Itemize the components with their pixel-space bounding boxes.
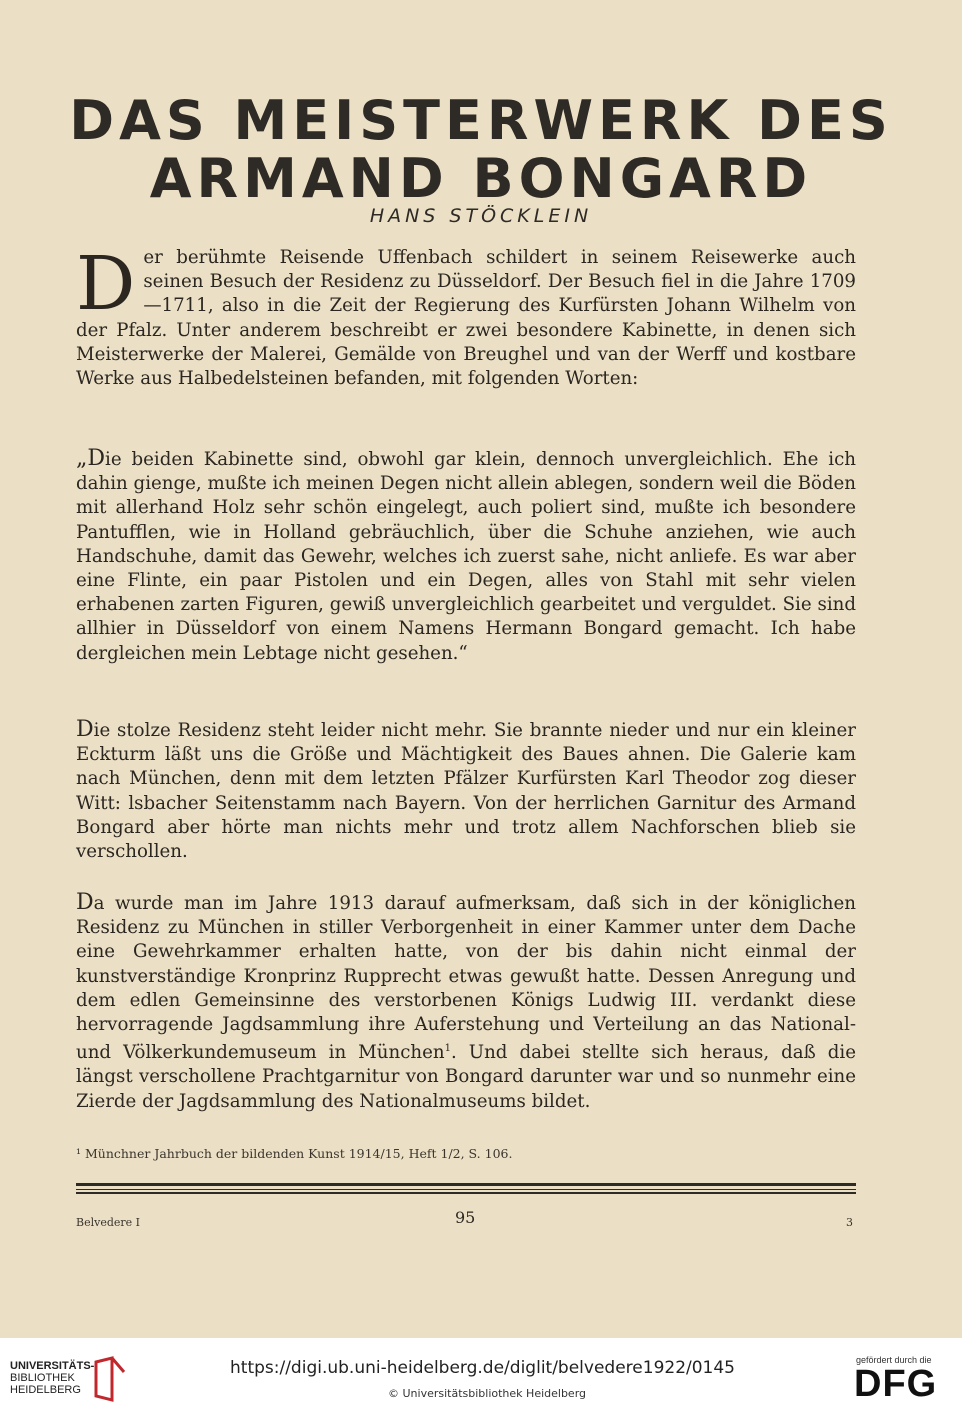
library-emblem-icon [92,1356,126,1402]
sheet-number: 3 [846,1216,853,1229]
page-number: 95 [455,1208,476,1227]
paragraph-4-text-b: . Und dabei stellte sich heraus, daß die längst verschollene Prachtgarnitur von Bongard darunter war und so nunmehr eine Zierde der Jagdsammlung des Nationalmuseums bildet. [76,1042,856,1112]
paragraph-4-text-a: a wurde man im Jahre 1913 darauf aufmerksam, daß sich in der königlichen Residenz zu München in stiller Verborgenheit in einer Kammer unter dem Dache eine Gewehrkammer erhalten hatte, von der bis dahin nicht einmal der kunstverständige Kronprinz Rupprecht etwas gewußt hatte. Dessen Anregung und dem edlen Gemeinsinne des verstorbenen Königs Ludwig III. verdankt diese hervorragende Jagdsammlung ihre Auferstehung und Verteilung an das National- und Völkerkundemuseum in München [76,893,856,1064]
journal-signature: Belvedere I [76,1216,140,1229]
paragraph-4 [76,891,856,1114]
initial-letter: „D [76,446,106,471]
library-logo[interactable] [10,1360,94,1396]
initial-letter: D [76,890,94,915]
title-line-2: ARMAND BONGARD [149,147,813,210]
paragraph-1 [76,241,856,391]
title-line-1: DAS MEISTERWERK DES [69,89,893,152]
footnote-marker: 1 [444,1043,451,1055]
paragraph-3-text: ie stolze Residenz steht leider nicht mehr. Sie brannte nieder und nur ein kleiner Eckturm läßt uns die Größe und Mächtigkeit des Baues ahnen. Die Galerie kam nach München, denn mit dem letzten Pfälzer Kurfürsten Karl Theodor zog dieser Witt: lsbacher Seitenstamm nach Bayern. Von der herrlichen Garnitur des Armand Bongard aber hörte man nichts mehr und trotz allem Nachforschen blieb sie verschollen. [76,720,856,863]
paragraph-2-quote [76,447,856,666]
footer-rule [76,1183,856,1190]
drop-cap: D [76,241,136,327]
initial-letter: D [76,717,94,742]
funding-label: gefördert durch die [856,1355,932,1365]
paragraph-3 [76,718,856,864]
dfg-logo[interactable]: DFG [854,1363,938,1405]
paragraph-2-text: ie beiden Kabinette sind, obwohl gar klein, dennoch unvergleichlich. Ehe ich dahin gienge, mußte ich meinen Degen nicht allein ablegen, sondern weil die Böden mit allerhand Holz sehr schön eingelegt, auch poliert sind, mußte ich besondere Pantufflen, wie in Holland gebräuchlich, über die Schuhe anziehen, wie auch Handschuhe, damit das Gewehr, welches ich zuerst sahe, nicht anliefe. Es war aber eine Flinte, ein paar Pistolen und ein Degen, alles von Stahl mit sehr vielen erhabenen zarten Figuren, gewiß unvergleichlich gearbeitet und verguldet. Sie sind allhier in Düsseldorf von einem Namens Hermann Bongard gemacht. Ich habe dergleichen mein Lebtage nicht gesehen.“ [76,449,856,664]
paragraph-1-text: er berühmte Reisende Uffenbach schildert in seinem Reisewerke auch seinen Besuch der Residenz zu Düsseldorf. Der Besuch fiel in die Jahre 1709—1711, also in die Zeit der Regierung des Kurfürsten Johann Wilhelm von der Pfalz. Unter anderem beschreibt er zwei besondere Kabinette, in denen sich Meisterwerke der Malerei, Gemälde von Breughel und van der Werff und kostbare Werke aus Halbedelsteinen befanden, mit folgenden Worten: [76,247,856,390]
article-title [60,89,902,210]
library-logo-line: BIBLIOTHEK [10,1372,75,1384]
footnote: ¹ Münchner Jahrbuch der bildenden Kunst 1914/15, Heft 1/2, S. 106. [76,1146,513,1161]
copyright-notice: © Universitätsbibliothek Heidelberg [388,1387,587,1400]
author-name: HANS STÖCKLEIN [369,205,593,227]
permalink-url[interactable]: https://digi.ub.uni-heidelberg.de/diglit/belvedere1922/0145 [230,1358,736,1378]
footer-rule [76,1192,856,1194]
library-logo-line: UNIVERSITÄTS- [10,1360,95,1372]
library-logo-line: HEIDELBERG [10,1384,81,1396]
